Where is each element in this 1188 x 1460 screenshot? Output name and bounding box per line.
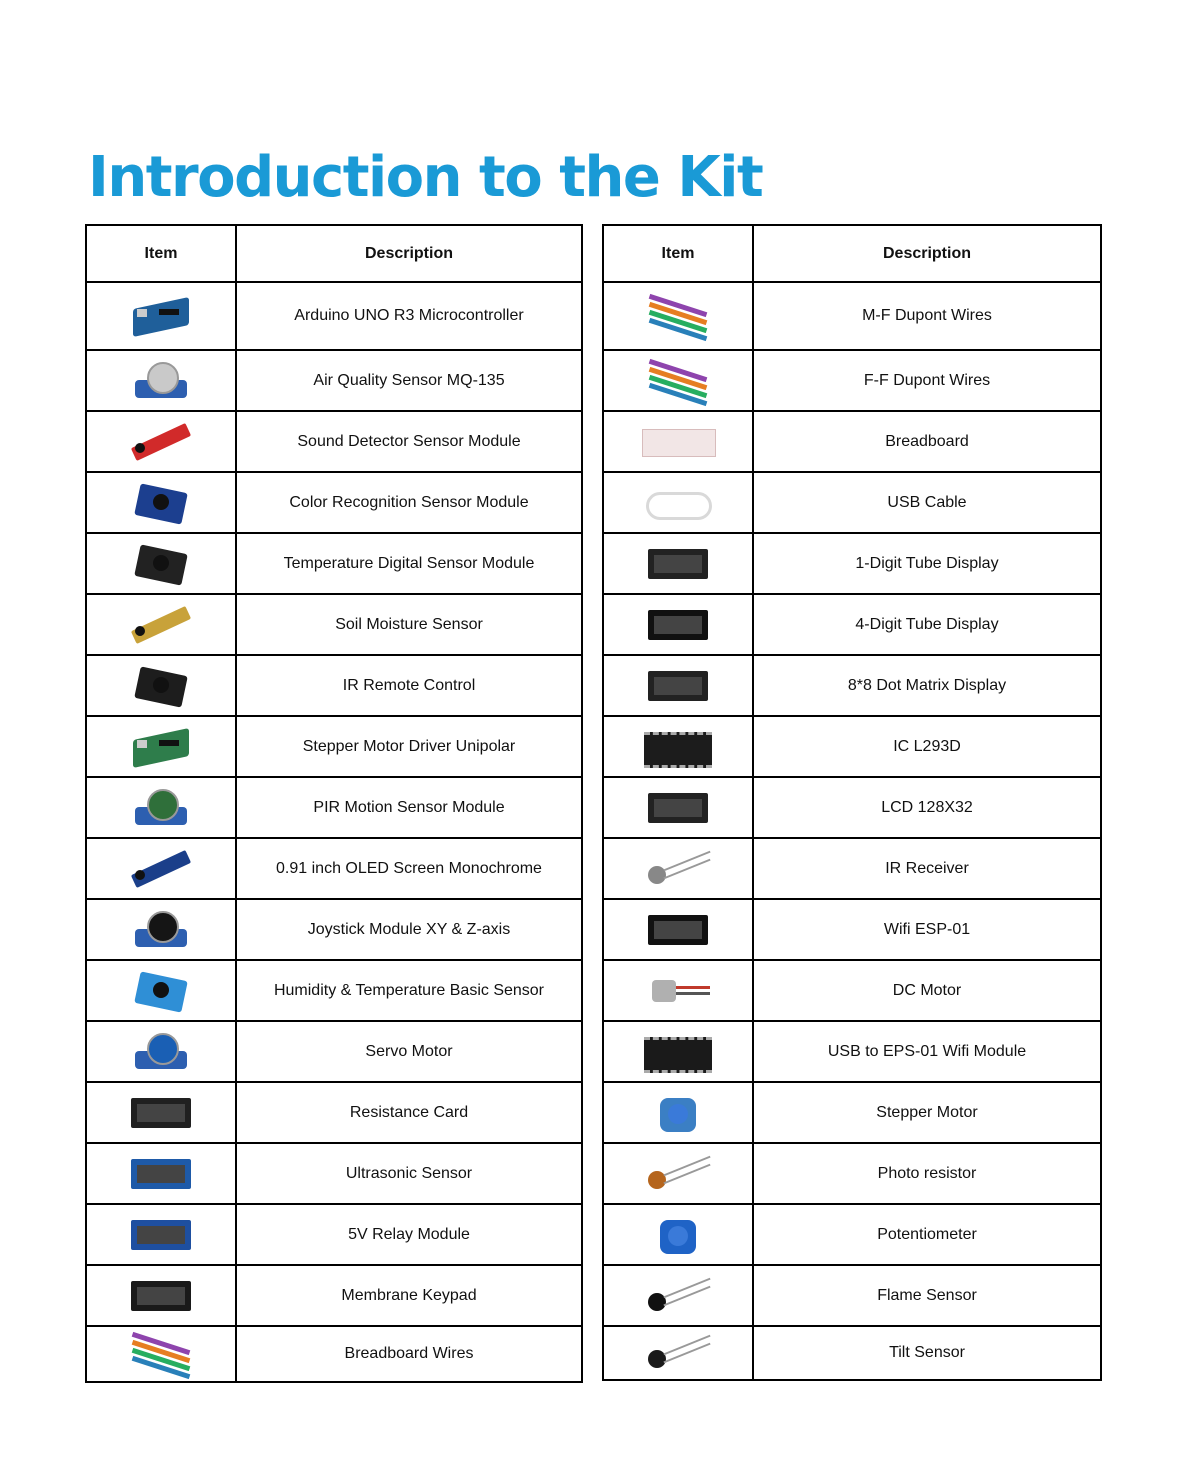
- item-description: 0.91 inch OLED Screen Monochrome: [236, 838, 582, 899]
- item-description: IC L293D: [753, 716, 1101, 777]
- stepper-motor-icon: [638, 1090, 718, 1136]
- table-row: [603, 1265, 1101, 1326]
- item-description: USB to EPS-01 Wifi Module: [753, 1021, 1101, 1082]
- item-description: Temperature Digital Sensor Module: [236, 533, 582, 594]
- item-image-cell: [603, 1143, 753, 1204]
- table-row: [86, 350, 582, 411]
- header-description: Description: [753, 225, 1101, 282]
- table-row: [86, 533, 582, 594]
- item-image-cell: [86, 472, 236, 533]
- page-title: Introduction to the Kit: [88, 145, 763, 210]
- dc-motor-icon: [638, 968, 718, 1014]
- table-row: [603, 594, 1101, 655]
- item-image-cell: [603, 350, 753, 411]
- table-row: [603, 838, 1101, 899]
- table-row: [86, 594, 582, 655]
- item-image-cell: [603, 899, 753, 960]
- item-image-cell: [603, 655, 753, 716]
- item-image-cell: [86, 1143, 236, 1204]
- item-description: 1-Digit Tube Display: [753, 533, 1101, 594]
- kit-table-right: [602, 224, 1102, 1381]
- table-row: [86, 1204, 582, 1265]
- item-image-cell: [603, 838, 753, 899]
- table-row: [86, 1143, 582, 1204]
- table-row: [86, 838, 582, 899]
- item-description: Wifi ESP-01: [753, 899, 1101, 960]
- item-image-cell: [86, 350, 236, 411]
- item-description: IR Remote Control: [236, 655, 582, 716]
- item-image-cell: [603, 960, 753, 1021]
- item-description: USB Cable: [753, 472, 1101, 533]
- table-row: [603, 716, 1101, 777]
- oled-screen-icon: [121, 846, 201, 892]
- breadboard-icon: [638, 419, 718, 465]
- table-row: [86, 282, 582, 350]
- table-row: [603, 777, 1101, 838]
- item-description: Breadboard Wires: [236, 1326, 582, 1382]
- usb-cable-icon: [638, 480, 718, 526]
- table-row: [603, 533, 1101, 594]
- item-image-cell: [603, 1021, 753, 1082]
- table-row: [86, 1082, 582, 1143]
- item-image-cell: [86, 899, 236, 960]
- gas-sensor-icon: [121, 358, 201, 404]
- table-row: [86, 411, 582, 472]
- item-description: Soil Moisture Sensor: [236, 594, 582, 655]
- item-image-cell: [603, 777, 753, 838]
- table-row: [86, 1326, 582, 1382]
- item-description: Humidity & Temperature Basic Sensor: [236, 960, 582, 1021]
- one-digit-display-icon: [638, 541, 718, 587]
- kit-table-left: [85, 224, 583, 1383]
- item-image-cell: [86, 960, 236, 1021]
- item-description: Resistance Card: [236, 1082, 582, 1143]
- item-image-cell: [603, 411, 753, 472]
- table-row: [603, 472, 1101, 533]
- item-description: DC Motor: [753, 960, 1101, 1021]
- item-image-cell: [603, 1082, 753, 1143]
- item-image-cell: [603, 1326, 753, 1380]
- resistance-card-icon: [121, 1090, 201, 1136]
- item-image-cell: [86, 1326, 236, 1382]
- table-row: [603, 1143, 1101, 1204]
- header-item: Item: [603, 225, 753, 282]
- table-row: [603, 282, 1101, 350]
- item-description: Sound Detector Sensor Module: [236, 411, 582, 472]
- ir-remote-icon: [121, 663, 201, 709]
- table-row: [603, 1021, 1101, 1082]
- table-row: [86, 899, 582, 960]
- soil-moisture-sensor-icon: [121, 602, 201, 648]
- header-description: Description: [236, 225, 582, 282]
- stepper-driver-icon: [121, 724, 201, 770]
- dot-matrix-icon: [638, 663, 718, 709]
- item-description: Servo Motor: [236, 1021, 582, 1082]
- item-image-cell: [86, 1021, 236, 1082]
- table-row: [603, 960, 1101, 1021]
- tilt-sensor-icon: [638, 1330, 718, 1376]
- keypad-icon: [121, 1273, 201, 1319]
- item-image-cell: [603, 472, 753, 533]
- item-image-cell: [86, 716, 236, 777]
- header-item: Item: [86, 225, 236, 282]
- table-row: [603, 411, 1101, 472]
- item-description: F-F Dupont Wires: [753, 350, 1101, 411]
- table-row: [86, 777, 582, 838]
- item-description: Breadboard: [753, 411, 1101, 472]
- item-description: IR Receiver: [753, 838, 1101, 899]
- item-image-cell: [603, 716, 753, 777]
- item-description: Stepper Motor: [753, 1082, 1101, 1143]
- item-description: Air Quality Sensor MQ-135: [236, 350, 582, 411]
- table-header-row: [603, 225, 1101, 282]
- item-description: M-F Dupont Wires: [753, 282, 1101, 350]
- ir-receiver-icon: [638, 846, 718, 892]
- item-image-cell: [86, 1265, 236, 1326]
- usb-wifi-adapter-icon: [638, 1029, 718, 1075]
- item-description: Joystick Module XY & Z-axis: [236, 899, 582, 960]
- table-header-row: [86, 225, 582, 282]
- relay-module-icon: [121, 1212, 201, 1258]
- item-description: Ultrasonic Sensor: [236, 1143, 582, 1204]
- temperature-sensor-icon: [121, 541, 201, 587]
- item-image-cell: [86, 1204, 236, 1265]
- item-description: Membrane Keypad: [236, 1265, 582, 1326]
- ff-dupont-wires-icon: [638, 358, 718, 404]
- arduino-board-icon: [121, 293, 201, 339]
- table-row: [86, 1021, 582, 1082]
- flame-sensor-icon: [638, 1273, 718, 1319]
- table-row: [603, 1082, 1101, 1143]
- item-description: Arduino UNO R3 Microcontroller: [236, 282, 582, 350]
- table-row: [86, 472, 582, 533]
- item-description: 5V Relay Module: [236, 1204, 582, 1265]
- four-digit-display-icon: [638, 602, 718, 648]
- item-image-cell: [603, 1204, 753, 1265]
- lcd-display-icon: [638, 785, 718, 831]
- item-description: LCD 128X32: [753, 777, 1101, 838]
- table-row: [86, 960, 582, 1021]
- table-row: [603, 899, 1101, 960]
- item-image-cell: [86, 411, 236, 472]
- sound-sensor-icon: [121, 419, 201, 465]
- item-image-cell: [86, 777, 236, 838]
- item-image-cell: [603, 594, 753, 655]
- item-image-cell: [86, 282, 236, 350]
- item-image-cell: [603, 533, 753, 594]
- item-description: Color Recognition Sensor Module: [236, 472, 582, 533]
- table-row: [86, 1265, 582, 1326]
- table-row: [603, 655, 1101, 716]
- item-image-cell: [86, 655, 236, 716]
- item-description: 4-Digit Tube Display: [753, 594, 1101, 655]
- joystick-icon: [121, 907, 201, 953]
- table-row: [603, 1326, 1101, 1380]
- ultrasonic-sensor-icon: [121, 1151, 201, 1197]
- servo-motor-icon: [121, 1029, 201, 1075]
- photo-resistor-icon: [638, 1151, 718, 1197]
- ic-chip-icon: [638, 724, 718, 770]
- pir-sensor-icon: [121, 785, 201, 831]
- item-image-cell: [603, 1265, 753, 1326]
- item-description: Potentiometer: [753, 1204, 1101, 1265]
- table-row: [603, 350, 1101, 411]
- item-image-cell: [86, 533, 236, 594]
- item-description: PIR Motion Sensor Module: [236, 777, 582, 838]
- table-row: [603, 1204, 1101, 1265]
- item-image-cell: [86, 594, 236, 655]
- table-row: [86, 655, 582, 716]
- item-description: Flame Sensor: [753, 1265, 1101, 1326]
- mf-dupont-wires-icon: [638, 293, 718, 339]
- potentiometer-icon: [638, 1212, 718, 1258]
- breadboard-wires-icon: [121, 1331, 201, 1377]
- item-description: 8*8 Dot Matrix Display: [753, 655, 1101, 716]
- humidity-sensor-icon: [121, 968, 201, 1014]
- table-row: [86, 716, 582, 777]
- wifi-module-icon: [638, 907, 718, 953]
- item-description: Tilt Sensor: [753, 1326, 1101, 1380]
- item-image-cell: [86, 1082, 236, 1143]
- color-sensor-icon: [121, 480, 201, 526]
- item-image-cell: [86, 838, 236, 899]
- item-description: Stepper Motor Driver Unipolar: [236, 716, 582, 777]
- item-image-cell: [603, 282, 753, 350]
- item-description: Photo resistor: [753, 1143, 1101, 1204]
